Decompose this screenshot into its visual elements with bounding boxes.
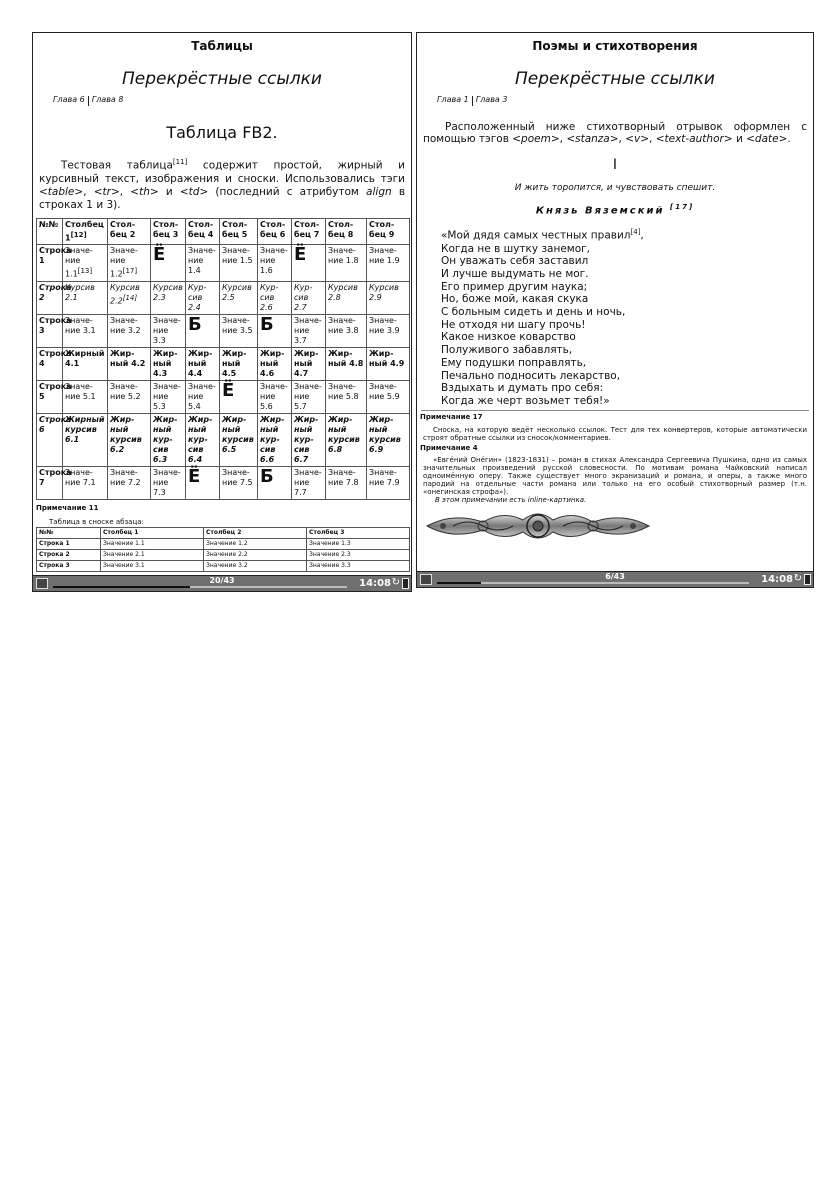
chapter-links [417,95,813,107]
table-cell: Значение 1.8 [326,245,367,282]
table-cell: Значение 3.9 [367,314,410,347]
table-cell: Значение 1.1[13] [63,245,108,282]
table-cell: Значение 3.3 [151,314,186,347]
table-cell: Жирный курсив 6.8 [326,413,367,466]
note-header: Примечание 4 [420,443,478,452]
progress-fill [437,582,481,584]
poem-line: С больным сидеть и день и ночь, [441,306,626,319]
epigraph-author [417,203,813,216]
column-header: Столбец 5 [220,218,258,245]
poem-line-text: «Мой дядя самых честных правил [441,229,631,242]
table-cell: Жирный 4.8 [326,347,367,380]
column-header: Столбец 4 [186,218,220,245]
table-cell: Значение 5.3 [151,380,186,413]
table-row [37,347,410,380]
column-header: Столбец 3 [307,527,410,538]
poem-line: Вздыхать и думать про себя: [441,382,604,395]
table-cell [151,245,186,282]
table-row [37,245,410,282]
table-row [37,413,410,466]
footnote-link[interactable]: [17] [670,203,695,211]
reading-progress-bar[interactable] [53,586,347,588]
table-cell: Жирный 4.5 [220,347,258,380]
note-text: Таблица в сноске абзаца: [49,517,144,526]
table-cell: Курсив 2.8 [326,281,367,314]
table-cell: Жирный 4.1 [63,347,108,380]
page-number: 6/43 [605,572,625,581]
status-bar [33,575,411,591]
table-cell: Значение 5.4 [186,380,220,413]
table-cell: Курсив 2.4 [186,281,220,314]
intro-end: . [787,133,791,145]
letter-image-icon: Ё [188,465,201,487]
row-header: Строка 3 [37,314,63,347]
table-cell: Жирный курсив 6.1 [63,413,108,466]
table-cell: Значение 5.9 [367,380,410,413]
attr-name: align [366,185,392,198]
tag-name: <th> [130,185,159,198]
chapter-link[interactable]: Глава 1 [437,95,469,104]
refresh-icon[interactable]: ↻ [793,573,802,584]
table-cell: Жирный курсив 6.6 [258,413,292,466]
footnote-link[interactable]: [12] [70,230,87,239]
battery-icon [804,574,811,585]
table-cell: Курсив 2.6 [258,281,292,314]
tag-name: <td> [179,185,209,198]
para-text: Тестовая таблица [61,159,173,172]
intro-sep: , [559,133,567,145]
table-cell: Значение 3.5 [220,314,258,347]
table-cell: Курсив 2.1 [63,281,108,314]
table-cell: Жирный 4.2 [108,347,151,380]
poem-line: Но, боже мой, какая скука [441,293,589,306]
para-text: в строках 1 и 3). [39,185,406,211]
tag-name: <tr> [93,185,120,198]
row-header: Строка 6 [37,413,63,466]
column-header: Столбец 8 [326,218,367,245]
tag-name: <date> [746,133,788,145]
fb2-table [36,218,410,500]
section-header: Поэмы и стихотворения [532,39,698,53]
footnotes-divider [421,410,809,411]
table-cell [186,466,220,499]
table-cell: Курсив 2.7 [292,281,326,314]
status-bar [417,571,813,587]
table-row [37,560,410,571]
table-cell: Значение 5.1 [63,380,108,413]
table-cell: Значение 5.8 [326,380,367,413]
table-cell: Значение 2.2 [204,549,307,560]
table-cell: Значение 3.8 [326,314,367,347]
intro-and: и [732,133,747,145]
ornament-image [423,506,653,546]
clock: 14:08 [761,574,793,585]
table-cell: Значение 7.3 [151,466,186,499]
row-header: Строка 5 [37,380,63,413]
chapter-link[interactable]: Глава 3 [475,95,508,104]
column-header: Столбец 9 [367,218,410,245]
row-header: Строка 4 [37,347,63,380]
table-cell: Значение 7.8 [326,466,367,499]
table-cell: Значение 3.2 [204,560,307,571]
intro-sep: , [618,133,626,145]
table-cell: Жирный курсив 6.5 [220,413,258,466]
table-cell: Значение 3.2 [108,314,151,347]
poem-line [441,226,813,242]
page-number: 20/43 [209,576,235,585]
note-inline-text: В этом примечании есть inline-картинка. [435,495,587,504]
tag-name: <table> [39,185,84,198]
column-header: Столбец 1[12] [63,218,108,245]
cross-links-title: Перекрёстные ссылки [515,69,715,89]
letter-image-icon: Ё [294,244,307,266]
table-cell: Значение 3.1 [63,314,108,347]
poem-line: Печально подносить лекарство, [441,369,621,382]
chapter-link[interactable]: Глава 6 [53,95,85,104]
table-title: Таблица FB2. [166,123,278,142]
column-header: Столбец 2 [108,218,151,245]
tag-name: <v> [625,133,650,145]
table-cell: Значение 1.5 [220,245,258,282]
stanza-number: I [612,157,618,173]
poem-line: Его пример другим наука; [441,280,588,293]
poem-line: Полуживого забавлять, [441,344,573,357]
table-cell: Жирный 4.9 [367,347,410,380]
table-cell: Жирный курсив 6.2 [108,413,151,466]
table-cell: Значение 7.1 [63,466,108,499]
right-reader-screen [416,32,814,588]
column-header: Столбец 1 [101,527,204,538]
table-cell: Значение 5.2 [108,380,151,413]
para-text: и [158,185,180,198]
note-header: Примечание 17 [420,412,483,421]
letter-image-icon: Б [188,313,202,335]
row-header: Строка 2 [37,281,63,314]
footnote-link[interactable]: [14] [122,293,138,302]
note-table [36,527,410,572]
column-header: Столбец 7 [292,218,326,245]
table-cell [258,314,292,347]
table-cell: Жирный курсив 6.7 [292,413,326,466]
table-cell [220,380,258,413]
letter-image-icon: Б [260,313,274,335]
tag-name: <text-author> [655,133,733,145]
table-row [37,281,410,314]
table-cell: Жирный 4.3 [151,347,186,380]
intro-sep: , [649,133,656,145]
row-header: Строка 2 [37,549,101,560]
tag-name: <stanza> [566,133,619,145]
left-reader-screen [32,32,412,592]
table-cell: Жирный 4.7 [292,347,326,380]
table-cell: Значение 7.7 [292,466,326,499]
table-cell: Значение 7.9 [367,466,410,499]
row-header: Строка 3 [37,560,101,571]
poem-line: И лучше выдумать не мог. [441,267,589,280]
note-header: Примечание 11 [36,503,99,512]
table-cell: Курсив 2.3 [151,281,186,314]
table-description: Тестовая таблица[11] содержит простой, жирный и курсивный текст, изображения и сноски. Использовались тэги <table>, <tr>, <th> и <td> (последний с атрибутом align в строках 1 и 3). [39,158,406,211]
table-cell: Жирный курсив 6.3 [151,413,186,466]
table-cell: Жирный курсив 6.9 [367,413,410,466]
poem-line: Он уважать себя заставил [441,255,589,268]
table-cell: Значение 1.2 [204,538,307,549]
para-text: содержит простой, жирный и курсивный текст, изображения и сноски. Использовались тэги [39,159,406,185]
letter-image-icon: Б [260,465,274,487]
chapter-separator [88,96,89,106]
table-cell [258,466,292,499]
table-row [37,538,410,549]
footnote-link[interactable]: [17] [122,267,138,276]
table-row [37,314,410,347]
column-header: Столбец 3 [151,218,186,245]
chapter-separator [472,96,473,106]
table-row [37,380,410,413]
table-row [37,466,410,499]
epigraph: И жить торопится, и чувствовать спешит. [514,183,716,193]
table-cell: Значение 2.1 [101,549,204,560]
row-header: Строка 1 [37,245,63,282]
table-cell: Значение 3.1 [101,560,204,571]
poem-line: Когда же черт возьмет тебя!» [441,394,610,407]
poem-stanza [417,226,813,407]
battery-icon [402,578,409,589]
table-cell: Значение 1.9 [367,245,410,282]
book-menu-icon[interactable] [36,578,48,589]
table-cell: Значение 5.6 [258,380,292,413]
footnote-link[interactable]: [13] [77,267,93,276]
table-cell: Курсив 2.5 [220,281,258,314]
chapter-links [33,95,411,107]
intro-text: Расположенный ниже стихотворный отрывок оформлен с помощью тэгов [423,121,807,145]
clock: 14:08 [359,578,391,589]
poem-line: Ему подушки поправлять, [441,356,587,369]
table-cell: Значение 7.2 [108,466,151,499]
poem-line-text: , [640,229,644,242]
table-cell: Значение 7.5 [220,466,258,499]
table-cell: Курсив 2.2[14] [108,281,151,314]
table-cell: Значение 2.3 [307,549,410,560]
table-cell: Значение 1.2[17] [108,245,151,282]
column-header: Столбец 6 [258,218,292,245]
row-header: Строка 1 [37,538,101,549]
note-text: «Евге́ний Оне́гин» (1823-1831) – роман в стихах Александра Сергеевича Пушкина, одно из самых значительных произведений русской словесности. По мотивам романа Чайковский написал одноимённую оперу. Также существует много экранизаций и романа, и оперы, а также много пародий на отдельные части романа или только на его особый стихотворный размер (т.н. «онегинская строфа»). [423,455,807,496]
note-text: Сноска, на которую ведёт несколько ссылок. Тест для тех конвертеров, которые автоматически строят обратные ссылки из сносок/комментариев. [423,425,807,442]
author-name: Князь Вяземский [535,205,665,217]
book-menu-icon[interactable] [420,574,432,585]
table-cell [292,245,326,282]
column-header: №№ [37,527,101,538]
row-header: Строка 7 [37,466,63,499]
section-header: Таблицы [191,39,253,53]
para-text: (последний с атрибутом [208,185,367,198]
footnote-link[interactable]: [4] [630,228,641,237]
poem-line: Какое низкое коварство [441,331,576,344]
letter-image-icon: Ё [222,379,235,401]
table-cell: Значение 3.3 [307,560,410,571]
table-cell: Значение 5.7 [292,380,326,413]
letter-image-icon: Ё [153,244,166,266]
table-cell: Жирный курсив 6.4 [186,413,220,466]
table-cell: Жирный 4.4 [186,347,220,380]
column-header: Столбец 2 [204,527,307,538]
table-cell: Значение 1.1 [101,538,204,549]
footnote-link[interactable]: [11] [172,158,188,166]
poem-line: Когда не в шутку занемог, [441,242,590,255]
table-cell: Жирный 4.6 [258,347,292,380]
chapter-link[interactable]: Глава 8 [91,95,124,104]
table-cell: Значение 3.7 [292,314,326,347]
table-cell [186,314,220,347]
poem-line: Не отходя ни шагу прочь! [441,318,586,331]
table-cell: Значение 1.3 [307,538,410,549]
table-cell: Значение 1.6 [258,245,292,282]
refresh-icon[interactable]: ↻ [391,577,400,588]
table-cell: Значение 1.4 [186,245,220,282]
table-row [37,549,410,560]
progress-fill [53,586,190,588]
reading-progress-bar[interactable] [437,582,749,584]
table-cell: Курсив 2.9 [367,281,410,314]
table-corner-header: №№ [37,218,63,245]
tag-name: <poem> [512,133,560,145]
poem-intro [417,121,813,145]
cross-links-title: Перекрёстные ссылки [122,69,322,89]
